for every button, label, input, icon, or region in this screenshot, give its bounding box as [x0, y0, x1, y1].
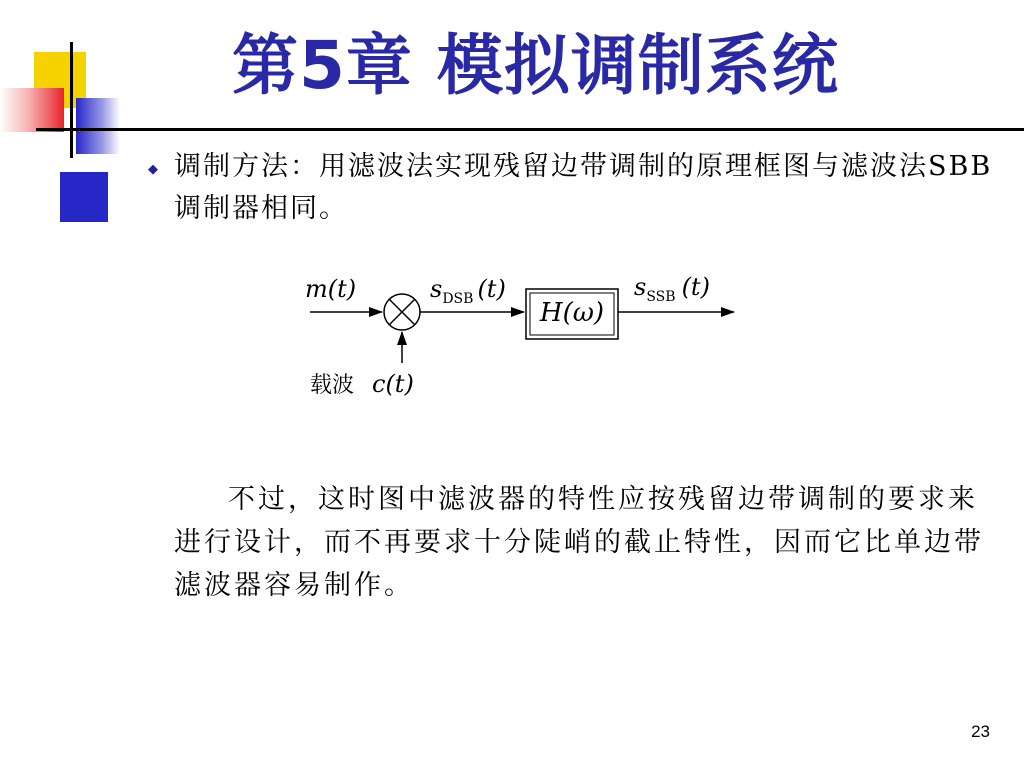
block-diagram	[290, 255, 750, 415]
input-label: m(t)	[305, 275, 357, 303]
svg-text:sDSB(t)	[430, 275, 506, 307]
slide-title: 第5章 模拟调制系统	[232, 27, 839, 104]
explanation-paragraph: 不过，这时图中滤波器的特性应按残留边带调制的要求来进行设计，而不再要求十分陡峭的截止特性，因而它比单边带滤波器容易制作。	[174, 484, 984, 601]
carrier-prefix: 载波	[310, 373, 355, 398]
bullet-diamond-icon: ◆	[148, 162, 158, 177]
output-label: s	[634, 273, 647, 301]
filter-label: H(ω)	[539, 298, 605, 328]
page-number: 23	[971, 722, 990, 741]
svg-text:sSSB(t)	[634, 273, 710, 305]
deco-blue-gradient-bar	[76, 98, 120, 154]
deco-red-gradient-bar	[0, 88, 64, 132]
dsb-arg: (t)	[477, 275, 506, 303]
deco-blue-square	[60, 172, 108, 222]
output-arg: (t)	[681, 273, 710, 301]
output-sub: SSB	[646, 289, 676, 305]
dsb-label: s	[430, 275, 443, 303]
bullet-text: 调制方法：用滤波法实现残留边带调制的原理框图与滤波法SBB调制器相同。	[174, 151, 993, 224]
dsb-sub: DSB	[442, 291, 474, 307]
title-rule	[36, 128, 1024, 131]
carrier-label: c(t)	[372, 370, 414, 398]
deco-vertical-line	[70, 42, 73, 158]
